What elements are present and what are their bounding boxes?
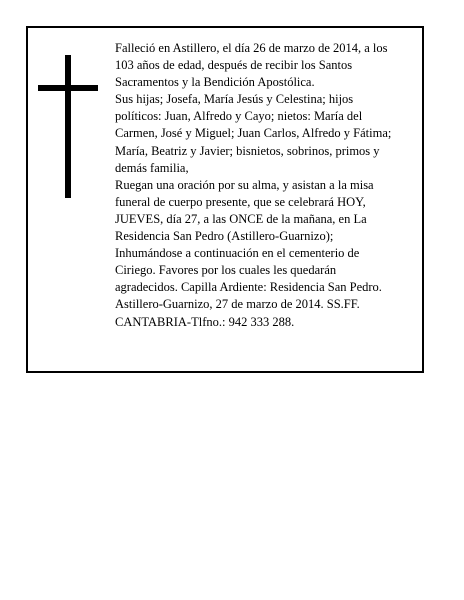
notice-line: Ciriego. Favores por los cuales les quedarán (115, 263, 337, 278)
notice-line: Residencia San Pedro (Astillero-Guarnizo); (115, 229, 334, 244)
notice-line: Falleció en Astillero, el día 26 de marzo de 2014, a los (115, 41, 388, 55)
notice-line: JUEVES, día 27, a las ONCE de la mañana, en La (115, 211, 367, 226)
notice-line: Inhumándose a continuación en el cementerio de (115, 246, 360, 261)
cross-icon (38, 55, 98, 198)
obituary-notice (26, 26, 424, 373)
notice-line: Sacramentos y la Bendición Apostólica. (115, 75, 315, 90)
obituary-text (115, 40, 420, 331)
notice-line: funeral de cuerpo presente, que se celebrará HOY, (115, 194, 366, 209)
cross-vertical-bar (65, 55, 71, 198)
notice-line: políticos: Juan, Alfredo y Cayo; nietos: María del (115, 109, 363, 124)
notice-line: demás familia, (115, 160, 189, 175)
notice-line: Astillero-Guarnizo, 27 de marzo de 2014. SS.FF. (115, 297, 360, 312)
notice-line: 103 años de edad, después de recibir los Santos (115, 58, 353, 73)
notice-line: CANTABRIA-Tlfno.: 942 333 288. (115, 314, 295, 329)
notice-line: María, Beatriz y Javier; bisnietos, sobrinos, primos y (115, 143, 380, 158)
notice-line: agradecidos. Capilla Ardiente: Residencia San Pedro. (115, 280, 382, 295)
cross-horizontal-bar (38, 85, 98, 91)
notice-line: Sus hijas; Josefa, María Jesús y Celestina; hijos (115, 92, 354, 107)
notice-line: Carmen, José y Miguel; Juan Carlos, Alfredo y Fátima; (115, 126, 392, 141)
notice-line: Ruegan una oración por su alma, y asistan a la misa (115, 177, 374, 192)
